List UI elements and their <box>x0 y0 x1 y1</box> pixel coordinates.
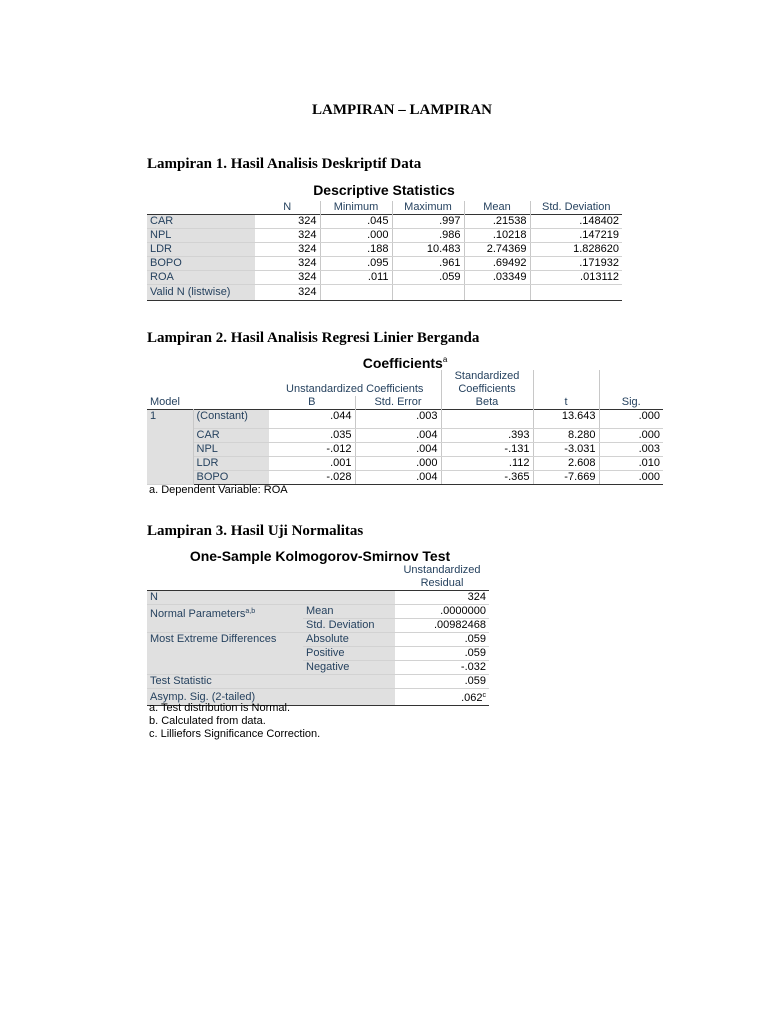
table-row <box>147 271 622 285</box>
table-header-row <box>147 577 489 591</box>
row-label-sup: a,b <box>245 608 256 615</box>
cell: .059 <box>392 271 464 285</box>
cell: -.012 <box>269 443 355 457</box>
cell: 324 <box>395 591 489 605</box>
table-row <box>147 257 622 271</box>
table-row <box>147 605 489 619</box>
section-heading-descriptive: Lampiran 1. Hasil Analisis Deskriptif Data <box>147 156 422 172</box>
table-row <box>147 215 622 229</box>
cell: .059 <box>395 675 489 689</box>
cell: .393 <box>441 429 533 443</box>
row-label: LDR <box>193 457 269 471</box>
cell: .062 <box>461 692 483 704</box>
cell: -.131 <box>441 443 533 457</box>
cell: .044 <box>269 410 355 429</box>
col-header-standardized-2: Coefficients <box>441 383 533 396</box>
row-label: NPL <box>147 229 255 243</box>
col-header: Maximum <box>392 201 464 215</box>
table-header-row <box>147 564 489 577</box>
cell: 10.483 <box>392 243 464 257</box>
cell: .112 <box>441 457 533 471</box>
table-row <box>147 410 663 429</box>
cell <box>441 410 533 429</box>
col-header: N <box>255 201 320 215</box>
cell: .0000000 <box>395 605 489 619</box>
col-header-b: B <box>269 396 355 410</box>
cell: .000 <box>320 229 392 243</box>
col-header: Minimum <box>320 201 392 215</box>
cell: .095 <box>320 257 392 271</box>
table-row <box>147 457 663 471</box>
cell: 2.74369 <box>464 243 530 257</box>
cell: 324 <box>255 243 320 257</box>
cell: .045 <box>320 215 392 229</box>
table-row <box>147 243 622 257</box>
row-label: LDR <box>147 243 255 257</box>
col-header-standardized-1: Standardized <box>441 370 533 383</box>
cell: .004 <box>355 429 441 443</box>
row-label: Normal Parameters <box>150 608 246 620</box>
col-header-model: Model <box>150 396 180 408</box>
cell: -.032 <box>395 661 489 675</box>
row-label-normal-parameters <box>147 605 303 633</box>
cell: .003 <box>599 443 663 457</box>
row-sublabel: Std. Deviation <box>303 619 395 633</box>
row-label: (Constant) <box>193 410 269 429</box>
cell: .059 <box>395 633 489 647</box>
cell: .171932 <box>530 257 622 271</box>
row-sublabel: Mean <box>303 605 395 619</box>
table-header-row <box>147 370 663 383</box>
col-header: Mean <box>464 201 530 215</box>
col-header-beta: Beta <box>441 396 533 410</box>
cell: .011 <box>320 271 392 285</box>
cell <box>392 285 464 301</box>
row-label: Asymp. Sig. (2-tailed) <box>147 689 395 706</box>
ks-footnote-c: c. Lilliefors Significance Correction. <box>149 728 321 740</box>
cell: .003 <box>355 410 441 429</box>
row-label: ROA <box>147 271 255 285</box>
col-header-unstandardized: Unstandardized Coefficients <box>286 383 424 395</box>
col-header-sig: Sig. <box>621 396 641 408</box>
table-row <box>147 429 663 443</box>
descriptive-statistics-table <box>147 201 622 301</box>
cell: .004 <box>355 471 441 485</box>
coefficients-title-text: Coefficients <box>362 355 443 371</box>
cell: .997 <box>392 215 464 229</box>
model-number: 1 <box>147 410 193 485</box>
row-label: Valid N (listwise) <box>147 285 255 301</box>
cell: .00982468 <box>395 619 489 633</box>
cell: .10218 <box>464 229 530 243</box>
ks-test-table <box>147 564 489 706</box>
cell: .986 <box>392 229 464 243</box>
coefficients-title-sup: a <box>442 355 448 364</box>
cell <box>464 285 530 301</box>
table-header-row <box>147 201 622 215</box>
cell: 1.828620 <box>530 243 622 257</box>
table-row <box>147 471 663 485</box>
row-label: CAR <box>193 429 269 443</box>
table-row <box>147 633 489 647</box>
cell: 324 <box>255 271 320 285</box>
cell: -7.669 <box>533 471 599 485</box>
cell: .148402 <box>530 215 622 229</box>
cell: 324 <box>255 285 320 301</box>
cell: .000 <box>599 471 663 485</box>
row-label: Most Extreme Differences <box>147 633 303 675</box>
cell: 324 <box>255 215 320 229</box>
cell: .059 <box>395 647 489 661</box>
cell: .013112 <box>530 271 622 285</box>
ks-table-title: One-Sample Kolmogorov-Smirnov Test <box>189 548 451 564</box>
descriptive-table-title: Descriptive Statistics <box>313 182 455 198</box>
cell: .001 <box>269 457 355 471</box>
cell: .188 <box>320 243 392 257</box>
cell: .21538 <box>464 215 530 229</box>
section-heading-normality: Lampiran 3. Hasil Uji Normalitas <box>147 523 364 539</box>
cell: 8.280 <box>533 429 599 443</box>
col-header-residual: Residual <box>420 577 464 589</box>
ks-footnote-a: a. Test distribution is Normal. <box>149 702 291 714</box>
col-header-std-error: Std. Error <box>355 396 441 410</box>
row-sublabel: Negative <box>303 661 395 675</box>
table-row <box>147 591 489 605</box>
table-row <box>147 285 622 301</box>
cell: 2.608 <box>533 457 599 471</box>
row-sublabel: Positive <box>303 647 395 661</box>
col-header: Std. Deviation <box>542 201 611 213</box>
page-title: LAMPIRAN – LAMPIRAN <box>312 102 492 118</box>
cell: .000 <box>599 410 663 429</box>
cell: .69492 <box>464 257 530 271</box>
row-label: N <box>147 591 395 605</box>
col-header-unstandardized: Unstandardized <box>403 564 481 576</box>
row-sublabel: Absolute <box>303 633 395 647</box>
cell-sup: c <box>482 692 486 699</box>
row-label: Test Statistic <box>147 675 395 689</box>
cell: .010 <box>599 457 663 471</box>
cell: -.028 <box>269 471 355 485</box>
row-label: BOPO <box>193 471 269 485</box>
cell: .961 <box>392 257 464 271</box>
col-header-t: t <box>533 396 599 410</box>
table-header-row <box>147 396 663 410</box>
section-heading-regression: Lampiran 2. Hasil Analisis Regresi Linier Berganda <box>147 330 480 346</box>
row-label: NPL <box>193 443 269 457</box>
cell <box>530 285 622 301</box>
cell-asymp <box>395 689 489 706</box>
ks-footnote-b: b. Calculated from data. <box>149 715 266 727</box>
table-row <box>147 229 622 243</box>
table-row <box>147 675 489 689</box>
coefficients-table-title <box>330 355 480 371</box>
cell: 13.643 <box>533 410 599 429</box>
cell: .000 <box>599 429 663 443</box>
cell <box>320 285 392 301</box>
cell: .03349 <box>464 271 530 285</box>
cell: -3.031 <box>533 443 599 457</box>
cell: 324 <box>255 257 320 271</box>
cell: .004 <box>355 443 441 457</box>
row-label: BOPO <box>147 257 255 271</box>
table-row <box>147 443 663 457</box>
cell: -.365 <box>441 471 533 485</box>
cell: .035 <box>269 429 355 443</box>
cell: .000 <box>355 457 441 471</box>
cell: 324 <box>255 229 320 243</box>
coefficients-table <box>147 370 663 485</box>
cell: .147219 <box>530 229 622 243</box>
coefficients-footnote: a. Dependent Variable: ROA <box>149 484 288 496</box>
row-label: CAR <box>147 215 255 229</box>
